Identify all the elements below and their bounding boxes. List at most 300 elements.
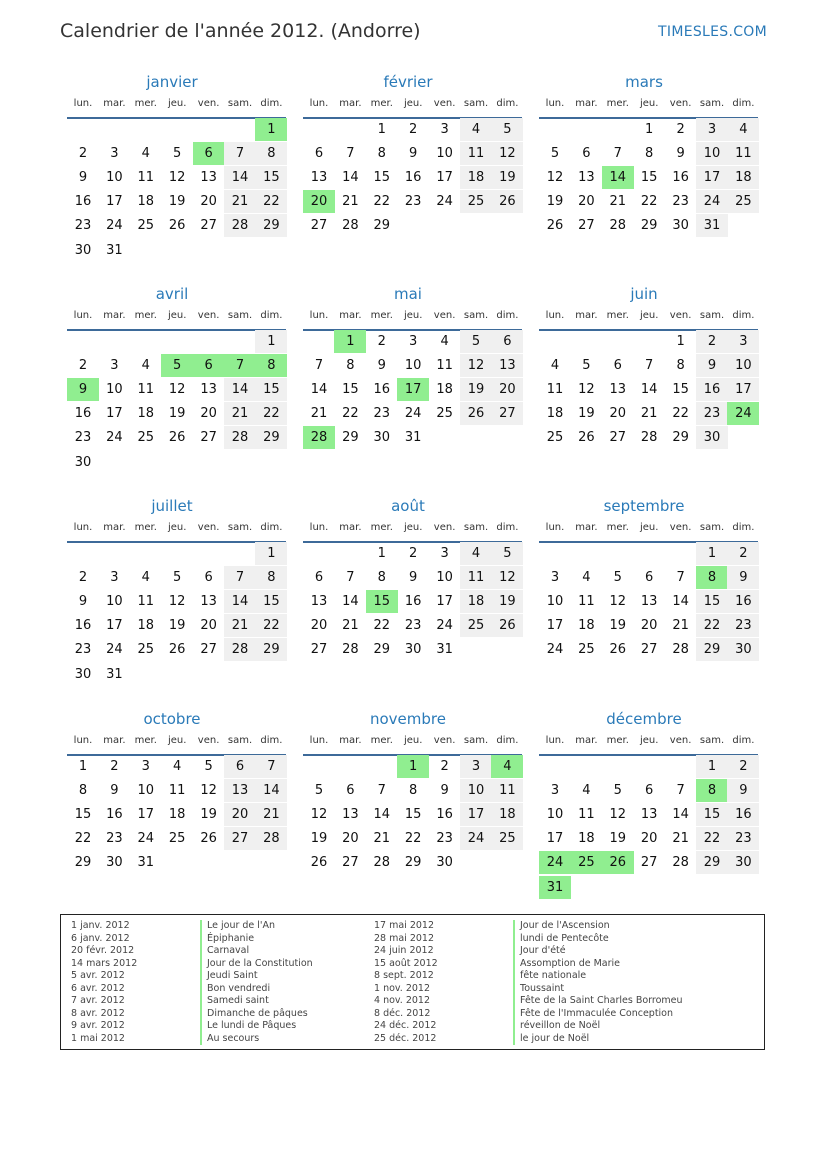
day-cell: 17 xyxy=(436,170,453,186)
weekday-label: dim. xyxy=(732,735,755,746)
day-cell: 3 xyxy=(550,570,560,586)
weekday-label: mer. xyxy=(606,98,629,109)
day-cell: 25 xyxy=(578,642,595,658)
day-cell: 25 xyxy=(727,190,759,213)
day-cell: 29 xyxy=(342,430,359,446)
day-cell: 15 xyxy=(696,803,728,826)
day-cell: 7 xyxy=(676,783,685,799)
day-cell: 5 xyxy=(613,783,622,799)
month-4 xyxy=(299,284,523,474)
day-cell: 28 xyxy=(224,638,256,661)
day-cell: 25 xyxy=(137,430,155,446)
day-cell: 17 xyxy=(696,166,728,189)
legend-date: 25 déc. 2012 xyxy=(374,1032,437,1044)
day-cell: 6 xyxy=(204,570,213,586)
weekday-label: dim. xyxy=(496,522,519,533)
weekday-label: mer. xyxy=(134,98,157,109)
day-cell: 21 xyxy=(672,618,689,634)
weekday-label: mar. xyxy=(575,522,598,533)
day-cell: 10 xyxy=(546,594,564,610)
day-cell: 16 xyxy=(74,406,92,422)
day-cell: 7 xyxy=(346,146,355,162)
day-cell: 15 xyxy=(255,166,287,189)
day-cell: 13 xyxy=(200,594,217,610)
day-cell: 22 xyxy=(255,402,287,425)
day-cell: 13 xyxy=(578,170,595,186)
day-cell: 3 xyxy=(696,118,728,141)
weekday-label: mar. xyxy=(339,98,362,109)
day-cell: 28 xyxy=(640,430,658,446)
month-11 xyxy=(535,709,759,899)
day-cell: 6 xyxy=(314,570,324,586)
weekday-label: ven. xyxy=(669,310,692,321)
day-cell: 24 xyxy=(106,218,123,234)
weekday-label: lun. xyxy=(73,522,93,533)
day-cell: 29 xyxy=(373,642,391,658)
weekday-label: lun. xyxy=(309,735,329,746)
day-cell: 10 xyxy=(106,382,123,398)
day-cell: 19 xyxy=(578,406,595,422)
holiday-cell: 1 xyxy=(397,755,429,778)
legend-holiday-name: lundi de Pentecôte xyxy=(513,933,609,946)
weekday-label: dim. xyxy=(260,310,283,321)
weekday-label: sam. xyxy=(463,98,489,109)
day-cell: 5 xyxy=(460,330,492,353)
weekday-label: mer. xyxy=(370,522,393,533)
day-cell: 12 xyxy=(609,807,627,823)
day-cell: 26 xyxy=(491,190,523,213)
weekday-label: sam. xyxy=(699,98,725,109)
day-cell: 28 xyxy=(224,426,256,449)
day-cell: 10 xyxy=(696,142,728,165)
day-cell: 13 xyxy=(310,170,328,186)
legend-holiday-name: Épiphanie xyxy=(200,933,254,946)
weekday-label: jeu. xyxy=(167,310,187,321)
day-cell: 24 xyxy=(436,194,453,210)
day-cell: 2 xyxy=(409,122,418,137)
day-cell: 9 xyxy=(409,146,418,162)
day-cell: 30 xyxy=(74,454,92,470)
day-cell: 9 xyxy=(78,170,88,186)
day-cell: 10 xyxy=(106,594,123,610)
holiday-cell: 8 xyxy=(696,779,728,802)
day-cell: 29 xyxy=(255,214,287,237)
weekday-label: jeu. xyxy=(403,310,423,321)
day-cell: 7 xyxy=(645,358,654,374)
day-cell: 26 xyxy=(578,430,595,446)
weekday-label: ven. xyxy=(433,735,456,746)
weekday-label: mar. xyxy=(103,310,126,321)
day-cell: 17 xyxy=(137,807,155,823)
day-cell: 26 xyxy=(168,642,186,658)
holiday-cell: 1 xyxy=(334,330,366,353)
day-cell: 15 xyxy=(255,378,287,401)
day-cell: 4 xyxy=(141,146,150,162)
day-cell: 29 xyxy=(255,426,287,449)
weekday-label: mar. xyxy=(103,98,126,109)
legend-date: 28 mai 2012 xyxy=(374,932,435,944)
day-cell: 5 xyxy=(173,146,182,162)
day-cell: 7 xyxy=(255,755,287,778)
day-cell: 14 xyxy=(224,378,256,401)
day-cell: 9 xyxy=(676,146,685,162)
holiday-cell: 25 xyxy=(570,851,602,874)
day-cell: 15 xyxy=(255,590,287,613)
day-cell: 12 xyxy=(168,170,186,186)
weekday-label: mar. xyxy=(339,522,362,533)
day-cell: 19 xyxy=(546,194,564,210)
day-cell: 6 xyxy=(491,330,523,353)
day-cell: 25 xyxy=(491,827,523,850)
day-cell: 23 xyxy=(696,402,728,425)
month-name: avril xyxy=(155,285,189,303)
weekday-label: dim. xyxy=(496,735,519,746)
day-cell: 14 xyxy=(224,166,256,189)
month-10 xyxy=(299,709,523,899)
day-cell: 7 xyxy=(224,142,256,165)
day-cell: 15 xyxy=(74,807,92,823)
day-cell: 5 xyxy=(491,118,523,141)
day-cell: 31 xyxy=(436,642,453,658)
day-cell: 8 xyxy=(645,146,654,162)
month-1 xyxy=(299,72,523,262)
month-6 xyxy=(63,496,287,686)
day-cell: 11 xyxy=(546,382,564,398)
day-cell: 31 xyxy=(696,214,728,237)
day-cell: 21 xyxy=(224,190,256,213)
day-cell: 3 xyxy=(110,146,119,162)
weekday-label: jeu. xyxy=(639,735,659,746)
day-cell: 3 xyxy=(110,570,119,586)
legend-holiday-name: Carnaval xyxy=(200,945,249,958)
day-cell: 14 xyxy=(672,594,689,610)
day-cell: 18 xyxy=(727,166,759,189)
day-cell: 2 xyxy=(78,570,88,586)
day-cell: 4 xyxy=(440,334,449,349)
day-cell: 25 xyxy=(546,430,564,446)
day-cell: 11 xyxy=(137,594,155,610)
day-cell: 18 xyxy=(137,194,155,210)
day-cell: 3 xyxy=(440,546,449,561)
day-cell: 22 xyxy=(404,831,422,847)
day-cell: 18 xyxy=(578,618,595,634)
day-cell: 14 xyxy=(373,807,391,823)
day-cell: 8 xyxy=(78,783,88,799)
day-cell: 17 xyxy=(727,378,759,401)
day-cell: 26 xyxy=(546,218,564,234)
day-cell: 3 xyxy=(409,334,418,349)
legend-date: 14 mars 2012 xyxy=(71,957,138,969)
day-cell: 29 xyxy=(696,638,728,661)
day-cell: 28 xyxy=(224,214,256,237)
weekday-label: mer. xyxy=(134,735,157,746)
day-cell: 25 xyxy=(460,190,492,213)
weekday-label: jeu. xyxy=(403,735,423,746)
day-cell: 19 xyxy=(609,618,627,634)
day-cell: 15 xyxy=(696,590,728,613)
day-cell: 30 xyxy=(74,242,92,258)
day-cell: 18 xyxy=(491,803,523,826)
day-cell: 22 xyxy=(255,190,287,213)
day-cell: 19 xyxy=(609,831,627,847)
day-cell: 4 xyxy=(173,759,182,774)
day-cell: 1 xyxy=(676,334,685,349)
holiday-cell: 31 xyxy=(539,876,571,899)
day-cell: 10 xyxy=(436,570,453,586)
weekday-label: ven. xyxy=(669,522,692,533)
day-cell: 11 xyxy=(727,142,759,165)
header-rule xyxy=(67,541,286,543)
legend-date: 4 nov. 2012 xyxy=(374,995,430,1006)
day-cell: 14 xyxy=(640,382,658,398)
holiday-cell: 7 xyxy=(224,354,256,377)
day-cell: 28 xyxy=(342,642,359,658)
holiday-cell: 24 xyxy=(539,851,571,874)
day-cell: 26 xyxy=(460,402,492,425)
weekday-label: dim. xyxy=(732,522,755,533)
day-cell: 16 xyxy=(404,170,422,186)
day-cell: 30 xyxy=(672,218,689,234)
day-cell: 12 xyxy=(491,142,523,165)
day-cell: 22 xyxy=(696,827,728,850)
weekday-label: mar. xyxy=(575,735,598,746)
day-cell: 13 xyxy=(640,594,658,610)
day-cell: 23 xyxy=(436,831,453,847)
day-cell: 24 xyxy=(546,642,564,658)
day-cell: 1 xyxy=(255,542,287,565)
day-cell: 11 xyxy=(491,779,523,802)
weekday-label: ven. xyxy=(197,310,220,321)
month-8 xyxy=(535,496,759,686)
weekday-label: mer. xyxy=(134,522,157,533)
day-cell: 19 xyxy=(491,166,523,189)
day-cell: 17 xyxy=(546,831,564,847)
legend-date: 8 déc. 2012 xyxy=(374,1007,431,1019)
legend-holiday-name: Fête de l'Immaculée Conception xyxy=(513,1008,673,1021)
day-cell: 5 xyxy=(613,570,622,586)
day-cell: 29 xyxy=(696,851,728,874)
day-cell: 13 xyxy=(200,170,217,186)
day-cell: 6 xyxy=(613,358,622,374)
day-cell: 16 xyxy=(727,590,759,613)
day-cell: 16 xyxy=(436,807,453,823)
legend-holiday-name: Le lundi de Pâques xyxy=(200,1020,296,1033)
day-cell: 21 xyxy=(224,614,256,637)
day-cell: 26 xyxy=(310,855,328,871)
weekday-label: jeu. xyxy=(167,98,187,109)
weekday-label: mar. xyxy=(339,310,362,321)
legend-date: 20 févr. 2012 xyxy=(71,945,135,956)
day-cell: 5 xyxy=(173,570,182,586)
day-cell: 23 xyxy=(74,642,92,658)
weekday-label: jeu. xyxy=(639,522,659,533)
day-cell: 27 xyxy=(342,855,359,871)
day-cell: 18 xyxy=(578,831,595,847)
day-cell: 20 xyxy=(224,803,256,826)
day-cell: 23 xyxy=(373,406,391,422)
legend-holiday-name: Dimanche de pâques xyxy=(200,1008,308,1021)
day-cell: 3 xyxy=(727,330,759,353)
day-cell: 16 xyxy=(74,618,92,634)
day-cell: 1 xyxy=(78,759,88,774)
day-cell: 22 xyxy=(373,618,391,634)
header-rule xyxy=(67,117,286,119)
day-cell: 27 xyxy=(310,218,328,234)
day-cell: 16 xyxy=(727,803,759,826)
day-cell: 2 xyxy=(78,146,88,162)
day-cell: 7 xyxy=(676,570,685,586)
day-cell: 1 xyxy=(696,542,728,565)
day-cell: 2 xyxy=(727,755,759,778)
day-cell: 18 xyxy=(546,406,564,422)
header-rule xyxy=(67,329,286,331)
day-cell: 12 xyxy=(200,783,217,799)
day-cell: 9 xyxy=(696,354,728,377)
month-7 xyxy=(299,496,523,686)
day-cell: 28 xyxy=(672,855,689,871)
weekday-label: lun. xyxy=(73,98,93,109)
day-cell: 3 xyxy=(460,755,492,778)
day-cell: 10 xyxy=(106,170,123,186)
day-cell: 24 xyxy=(106,642,123,658)
day-cell: 5 xyxy=(550,146,560,162)
day-cell: 12 xyxy=(546,170,564,186)
day-cell: 6 xyxy=(346,783,355,799)
month-name: août xyxy=(391,497,425,515)
legend-date: 8 avr. 2012 xyxy=(71,1007,125,1019)
day-cell: 22 xyxy=(696,614,728,637)
legend-date: 7 avr. 2012 xyxy=(71,995,125,1006)
day-cell: 9 xyxy=(727,779,759,802)
day-cell: 18 xyxy=(436,382,453,398)
day-cell: 28 xyxy=(672,642,689,658)
month-name: mai xyxy=(394,285,422,303)
legend-date: 15 août 2012 xyxy=(374,957,438,969)
day-cell: 21 xyxy=(342,194,359,210)
day-cell: 8 xyxy=(255,142,287,165)
day-cell: 18 xyxy=(168,807,186,823)
day-cell: 9 xyxy=(727,566,759,589)
weekday-label: lun. xyxy=(309,98,329,109)
day-cell: 20 xyxy=(200,618,217,634)
day-cell: 21 xyxy=(640,406,658,422)
day-cell: 13 xyxy=(609,382,627,398)
day-cell: 4 xyxy=(460,118,492,141)
day-cell: 2 xyxy=(440,759,449,774)
day-cell: 12 xyxy=(609,594,627,610)
weekday-label: dim. xyxy=(732,98,755,109)
holiday-cell: 14 xyxy=(602,166,634,189)
weekday-label: ven. xyxy=(197,98,220,109)
day-cell: 6 xyxy=(645,783,654,799)
day-cell: 12 xyxy=(460,354,492,377)
day-cell: 29 xyxy=(74,855,92,871)
day-cell: 5 xyxy=(314,783,324,799)
day-cell: 23 xyxy=(106,831,123,847)
day-cell: 11 xyxy=(168,783,186,799)
day-cell: 16 xyxy=(404,594,422,610)
day-cell: 18 xyxy=(137,618,155,634)
day-cell: 31 xyxy=(106,666,123,682)
day-cell: 30 xyxy=(404,642,422,658)
day-cell: 12 xyxy=(578,382,595,398)
day-cell: 30 xyxy=(696,426,728,449)
day-cell: 11 xyxy=(578,594,595,610)
day-cell: 17 xyxy=(106,618,123,634)
holiday-cell: 28 xyxy=(303,426,335,449)
day-cell: 17 xyxy=(106,406,123,422)
day-cell: 15 xyxy=(640,170,658,186)
day-cell: 6 xyxy=(645,570,654,586)
weekday-label: ven. xyxy=(197,735,220,746)
day-cell: 11 xyxy=(578,807,595,823)
holiday-cell: 6 xyxy=(193,142,225,165)
weekday-label: jeu. xyxy=(167,522,187,533)
day-cell: 9 xyxy=(110,783,119,799)
day-cell: 4 xyxy=(582,570,591,586)
day-cell: 14 xyxy=(224,590,256,613)
day-cell: 22 xyxy=(672,406,689,422)
brand-link[interactable]: TIMESLES.COM xyxy=(658,24,767,40)
month-9 xyxy=(63,709,287,899)
day-cell: 12 xyxy=(310,807,328,823)
day-cell: 12 xyxy=(168,382,186,398)
weekday-label: mer. xyxy=(606,735,629,746)
weekday-label: lun. xyxy=(545,310,565,321)
weekday-label: ven. xyxy=(433,98,456,109)
weekday-label: mer. xyxy=(134,310,157,321)
legend-date: 1 janv. 2012 xyxy=(71,920,130,931)
day-cell: 19 xyxy=(168,406,186,422)
day-cell: 21 xyxy=(609,194,627,210)
day-cell: 4 xyxy=(460,542,492,565)
day-cell: 22 xyxy=(373,194,391,210)
day-cell: 30 xyxy=(727,851,759,874)
weekday-label: jeu. xyxy=(403,98,423,109)
weekday-label: sam. xyxy=(699,522,725,533)
legend-holiday-name: Au secours xyxy=(200,1033,259,1046)
day-cell: 31 xyxy=(137,855,155,871)
month-name: juillet xyxy=(151,497,193,515)
day-cell: 25 xyxy=(460,614,492,637)
day-cell: 11 xyxy=(460,142,492,165)
weekday-label: mar. xyxy=(103,735,126,746)
holiday-cell: 1 xyxy=(255,118,287,141)
day-cell: 7 xyxy=(314,358,324,374)
day-cell: 2 xyxy=(727,542,759,565)
weekday-label: sam. xyxy=(227,310,253,321)
day-cell: 28 xyxy=(609,218,627,234)
weekday-label: dim. xyxy=(260,98,283,109)
day-cell: 27 xyxy=(578,218,595,234)
day-cell: 20 xyxy=(640,831,658,847)
day-cell: 8 xyxy=(377,570,386,586)
day-cell: 10 xyxy=(546,807,564,823)
day-cell: 21 xyxy=(672,831,689,847)
day-cell: 29 xyxy=(640,218,658,234)
month-5 xyxy=(535,284,759,474)
weekday-label: dim. xyxy=(260,522,283,533)
day-cell: 30 xyxy=(74,666,92,682)
day-cell: 17 xyxy=(106,194,123,210)
day-cell: 14 xyxy=(672,807,689,823)
day-cell: 6 xyxy=(224,755,256,778)
day-cell: 8 xyxy=(346,358,355,374)
day-cell: 26 xyxy=(491,614,523,637)
day-cell: 1 xyxy=(377,546,386,561)
weekday-label: ven. xyxy=(669,735,692,746)
legend-holiday-name: Jeudi Saint xyxy=(200,970,258,983)
